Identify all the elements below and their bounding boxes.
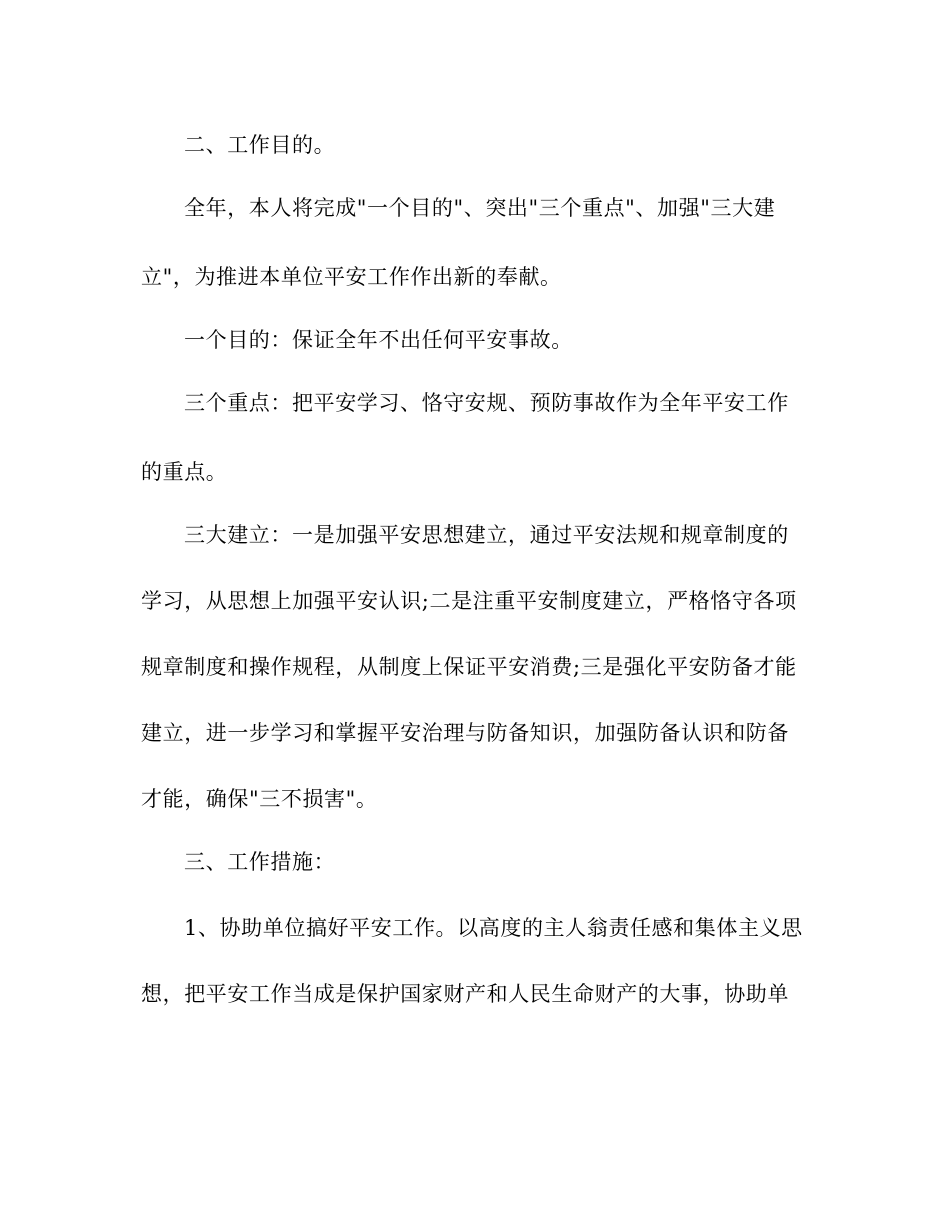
paragraph-line: 想，把平安工作当成是保护国家财产和人民生命财产的大事，协助单 [141,982,789,1006]
paragraph-line: 建立，进一步学习和掌握平安治理与防备知识，加强防备认识和防备 [141,721,789,745]
paragraph-line: 学习，从思想上加强平安认识;二是注重平安制度建立，严格恪守各项 [141,589,797,613]
paragraph-line: 规章制度和操作规程，从制度上保证平安消费;三是强化平安防备才能 [141,655,797,679]
paragraph-line: 全年，本人将完成"一个目的"、突出"三个重点"、加强"三大建 [184,196,776,220]
paragraph-line: 一个目的：保证全年不出任何平安事故。 [184,328,573,352]
section-heading-work-goal: 二、工作目的。 [184,133,336,157]
paragraph-line: 立"，为推进本单位平安工作作出新的奉献。 [141,265,562,289]
paragraph-line: 才能，确保"三不损害"。 [141,787,378,811]
paragraph-line: 三个重点：把平安学习、恪守安规、预防事故作为全年平安工作 [184,391,789,415]
section-heading-work-measures: 三、工作措施： [184,850,336,874]
paragraph-line: 1、协助单位搞好平安工作。以高度的主人翁责任感和集体主义思 [184,916,803,940]
paragraph-line: 的重点。 [141,460,228,484]
paragraph-line: 三大建立：一是加强平安思想建立，通过平安法规和规章制度的 [184,523,789,547]
